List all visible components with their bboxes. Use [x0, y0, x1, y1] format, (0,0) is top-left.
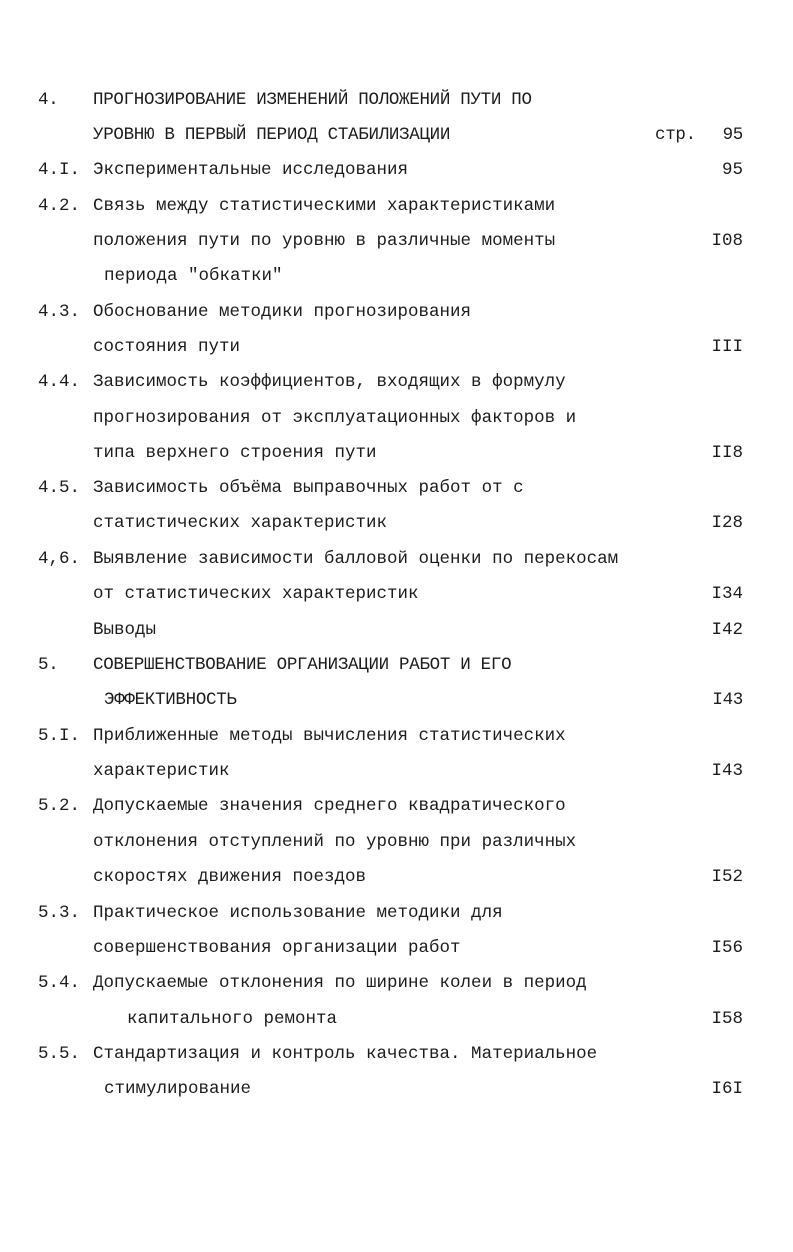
toc-entry-4-5-cont [0, 506, 793, 541]
section-title: СОВЕРШЕНСТВОВАНИЕ ОРГАНИЗАЦИИ РАБОТ И ЕГО [93, 655, 512, 675]
section-5-heading [0, 648, 793, 683]
entry-number: 5.3. [38, 903, 81, 923]
entry-title: Обоснование методики прогнозирования [93, 302, 472, 322]
entry-number: 5.5. [38, 1044, 81, 1064]
toc-entry-4-6-cont [0, 577, 793, 612]
toc-entry-5-4-cont [0, 1002, 793, 1037]
section-title: ЭФФЕКТИВНОСТЬ [104, 690, 237, 710]
toc-entry-4-4-cont [0, 401, 793, 436]
page-number: I58 [711, 1009, 743, 1029]
toc-entry-5-2-cont [0, 860, 793, 895]
toc-entry-4-1 [0, 153, 793, 188]
toc-entry-4-6 [0, 542, 793, 577]
page-number: I28 [711, 513, 743, 533]
page-number: I6I [711, 1079, 743, 1099]
toc-entry-5-2 [0, 789, 793, 824]
entry-title: Зависимость коэффициентов, входящих в формулу [93, 372, 566, 392]
entry-title: от статистических характеристик [93, 584, 419, 604]
entry-title: Выявление зависимости балловой оценки по перекосам [93, 549, 619, 569]
entry-title: Допускаемые значения среднего квадратического [93, 796, 566, 816]
entry-title: Приближенные методы вычисления статистических [93, 726, 566, 746]
page-number: I43 [711, 761, 743, 781]
toc-entry-conclusions [0, 613, 793, 648]
entry-number: 4.3. [38, 302, 81, 322]
page-number: I08 [711, 231, 743, 251]
entry-title: периода "обкатки" [104, 266, 283, 286]
entry-title: Выводы [93, 620, 157, 640]
section-number: 4. [38, 90, 59, 110]
entry-title: типа верхнего строения пути [93, 443, 377, 463]
toc-entry-5-4 [0, 966, 793, 1001]
section-4-heading-cont [0, 118, 793, 153]
toc-entry-4-3-cont [0, 330, 793, 365]
entry-title: отклонения отступлений по уровню при различных [93, 832, 577, 852]
toc-entry-4-4 [0, 365, 793, 400]
section-title: УРОВНЮ В ПЕРВЫЙ ПЕРИОД СТАБИЛИЗАЦИИ [93, 125, 451, 145]
entry-number: 4.5. [38, 478, 81, 498]
entry-title: прогнозирования от эксплуатационных факторов и [93, 408, 577, 428]
page-number: I42 [711, 620, 743, 640]
page-number: 95 [721, 160, 743, 180]
toc-entry-4-5 [0, 471, 793, 506]
page-number: III [711, 337, 743, 357]
entry-title: положения пути по уровню в различные моменты [93, 231, 556, 251]
page-number: I34 [711, 584, 743, 604]
entry-number: 5.I. [38, 726, 81, 746]
page-number: 95 [722, 125, 743, 145]
page-number: I43 [712, 690, 743, 710]
entry-number: 5.4. [38, 973, 81, 993]
entry-title: стимулирование [104, 1079, 252, 1099]
toc-entry-5-5-cont [0, 1072, 793, 1107]
entry-number: 4.2. [38, 196, 81, 216]
entry-number: 4.I. [38, 160, 81, 180]
section-number: 5. [38, 655, 59, 675]
page-label: стр. [655, 125, 696, 145]
entry-title: Зависимость объёма выправочных работ от с [93, 478, 524, 498]
entry-title: статистических характеристик [93, 513, 388, 533]
entry-title: Экспериментальные исследования [93, 160, 409, 180]
entry-title: совершенствования организации работ [93, 938, 461, 958]
toc-entry-5-2-cont [0, 825, 793, 860]
toc-entry-5-1 [0, 719, 793, 754]
toc-entry-4-2-cont [0, 224, 793, 259]
toc-entry-5-5 [0, 1037, 793, 1072]
toc-entry-5-3-cont [0, 931, 793, 966]
entry-title: Стандартизация и контроль качества. Материальное [93, 1044, 598, 1064]
entry-title: Практическое использование методики для [93, 903, 503, 923]
page-number: II8 [711, 443, 743, 463]
section-4-heading [0, 83, 793, 118]
entry-number: 5.2. [38, 796, 81, 816]
page-number: I52 [711, 867, 743, 887]
toc-entry-4-4-cont [0, 436, 793, 471]
entry-title: Допускаемые отклонения по ширине колеи в период [93, 973, 587, 993]
section-title: ПРОГНОЗИРОВАНИЕ ИЗМЕНЕНИЙ ПОЛОЖЕНИЙ ПУТИ ПО [93, 90, 532, 110]
toc-entry-4-2-cont [0, 259, 793, 294]
toc-entry-4-2 [0, 189, 793, 224]
toc-entry-5-1-cont [0, 754, 793, 789]
toc-entry-4-3 [0, 295, 793, 330]
entry-title: Связь между статистическими характеристиками [93, 196, 556, 216]
entry-title: характеристик [93, 761, 230, 781]
section-5-heading-cont [0, 683, 793, 718]
entry-title: скоростях движения поездов [93, 867, 367, 887]
toc-entry-5-3 [0, 896, 793, 931]
entry-number: 4.4. [38, 372, 81, 392]
entry-title: состояния пути [93, 337, 241, 357]
entry-title: капитального ремонта [127, 1009, 338, 1029]
entry-number: 4,6. [38, 549, 81, 569]
page-number: I56 [711, 938, 743, 958]
